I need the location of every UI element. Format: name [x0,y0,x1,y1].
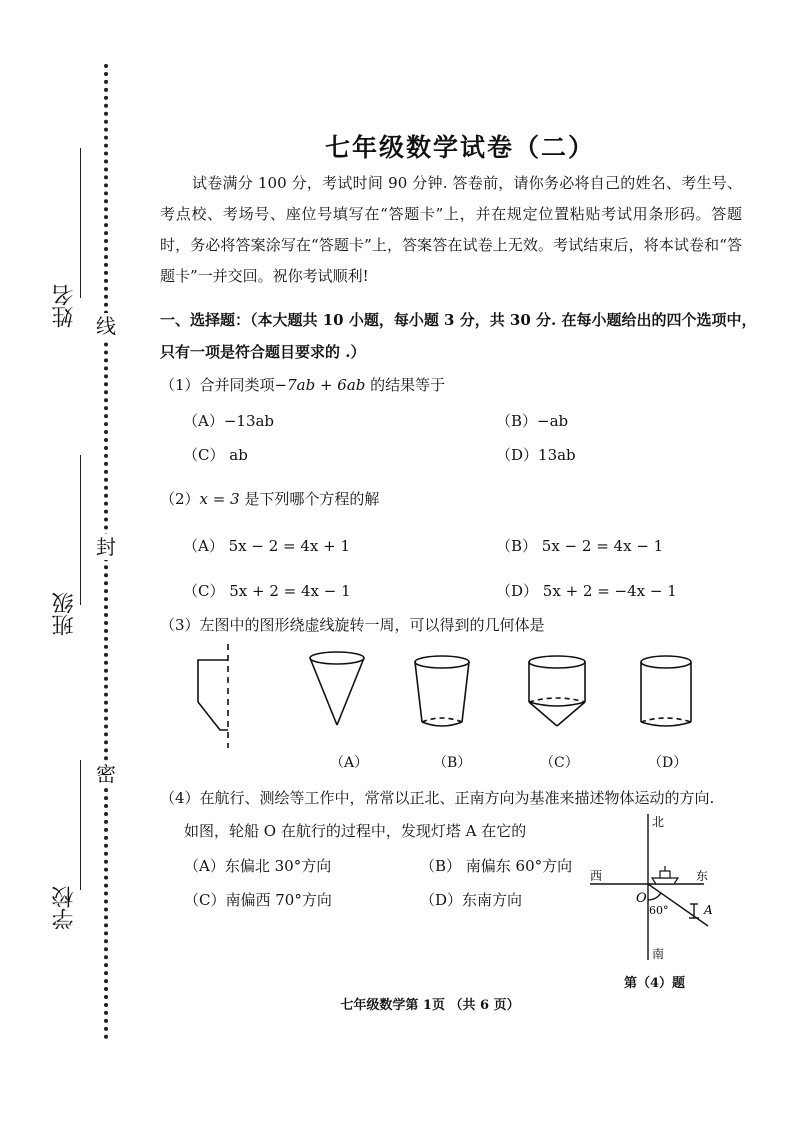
q4-label-point-a: A [704,903,713,917]
q4-figure-caption: 第（4）题 [624,976,686,991]
q3-shape-d [641,656,691,726]
q3-profile [198,660,228,730]
section-heading-line1: 一、选择题：（本大题共 10 小题，每小题 3 分，共 30 分. 在每小题给出的四个选项中， [160,311,757,329]
q2-stem [160,488,379,509]
q2-option-d: （D） 5x + 2 = −4x − 1 [496,582,677,600]
school-write-line [80,760,81,890]
q3-shape-b [415,656,469,726]
q4-label-east: 东 [696,869,709,883]
q2-option-a: （A） 5x − 2 = 4x + 1 [183,537,351,555]
intro-paragraph: 试卷满分 100 分，考试时间 90 分钟. 答卷前，请你务必将自己的姓名、考生号、考点校、考场号、座位号填写在“答题卡”上，并在规定位置粘贴考试用条形码。答题时，务必将答案涂写在“答题卡”上，答案答在试卷上无效。考试结束后，将本试卷和“答题卡”一并交回。祝你考试顺利! [160,174,742,285]
q1-option-c: （C） ab [183,446,248,464]
q4-label-west: 西 [590,869,603,883]
ship-icon [652,866,678,884]
q4-option-d: （D）东南方向 [420,891,523,909]
q4-stem-line1: （4）在航行、测绘等工作中，常常以正北、正南方向为基准来描述物体运动的方向. [160,789,715,807]
q4-option-c: （C）南偏西 70°方向 [184,891,332,909]
page-footer: 七年级数学第 1页 （共 6 页） [340,998,520,1013]
name-label: 姓名 [52,284,77,328]
q3-stem: （3）左图中的图形绕虚线旋转一周，可以得到的几何体是 [160,616,545,634]
q3-label-c: （C） [540,755,579,771]
q4-option-a: （A）东偏北 30°方向 [184,857,332,875]
q4-stem-line2: 如图，轮船 O 在航行的过程中，发现灯塔 A 在它的 [184,822,527,840]
q3-figures [180,640,720,752]
q3-shape-a [310,652,364,725]
lighthouse-icon [689,904,699,918]
section-heading-line2: 只有一项是符合题目要求的 .） [160,343,366,361]
seal-char-line: 线 [93,313,119,339]
q4-option-b: （B） 南偏东 60°方向 [420,857,573,875]
seal-char-secret: 密 [93,761,119,787]
q3-plane-figure [198,644,228,748]
q2-stem-expr: x = 3 [199,490,240,508]
q1-stem [160,374,445,395]
q1-stem-pre: （1）合并同类项 [160,376,275,394]
q4-label-north: 北 [652,815,665,829]
q1-option-d: （D）13ab [496,446,576,464]
q3-label-d: （D） [648,755,688,771]
page-title: 七年级数学试卷（二） [324,133,595,162]
q4-label-angle: 60° [649,904,669,917]
q3-label-b: （B） [433,755,472,771]
school-label: 学校 [52,886,77,930]
seal-char-seal: 封 [93,534,119,560]
q4-compass-figure [586,808,720,966]
q1-stem-expr: −7ab + 6ab [274,376,366,394]
q4-label-south: 南 [652,947,665,961]
class-write-line [80,455,81,605]
q2-option-c: （C） 5x + 2 = 4x − 1 [183,582,351,600]
q2-stem-post: 是下列哪个方程的解 [239,490,380,508]
name-write-line [80,148,81,298]
q2-option-b: （B） 5x − 2 = 4x − 1 [496,537,664,555]
q4-angle-arc [648,893,661,900]
q1-option-a: （A）−13ab [183,412,275,430]
q2-stem-pre: （2） [160,490,200,508]
q3-label-a: （A） [330,755,369,771]
class-label: 班级 [52,592,77,636]
q1-stem-post: 的结果等于 [365,376,446,394]
q3-shape-c [529,656,585,726]
q4-label-origin: O [636,891,647,906]
q1-option-b: （B）−ab [496,412,569,430]
